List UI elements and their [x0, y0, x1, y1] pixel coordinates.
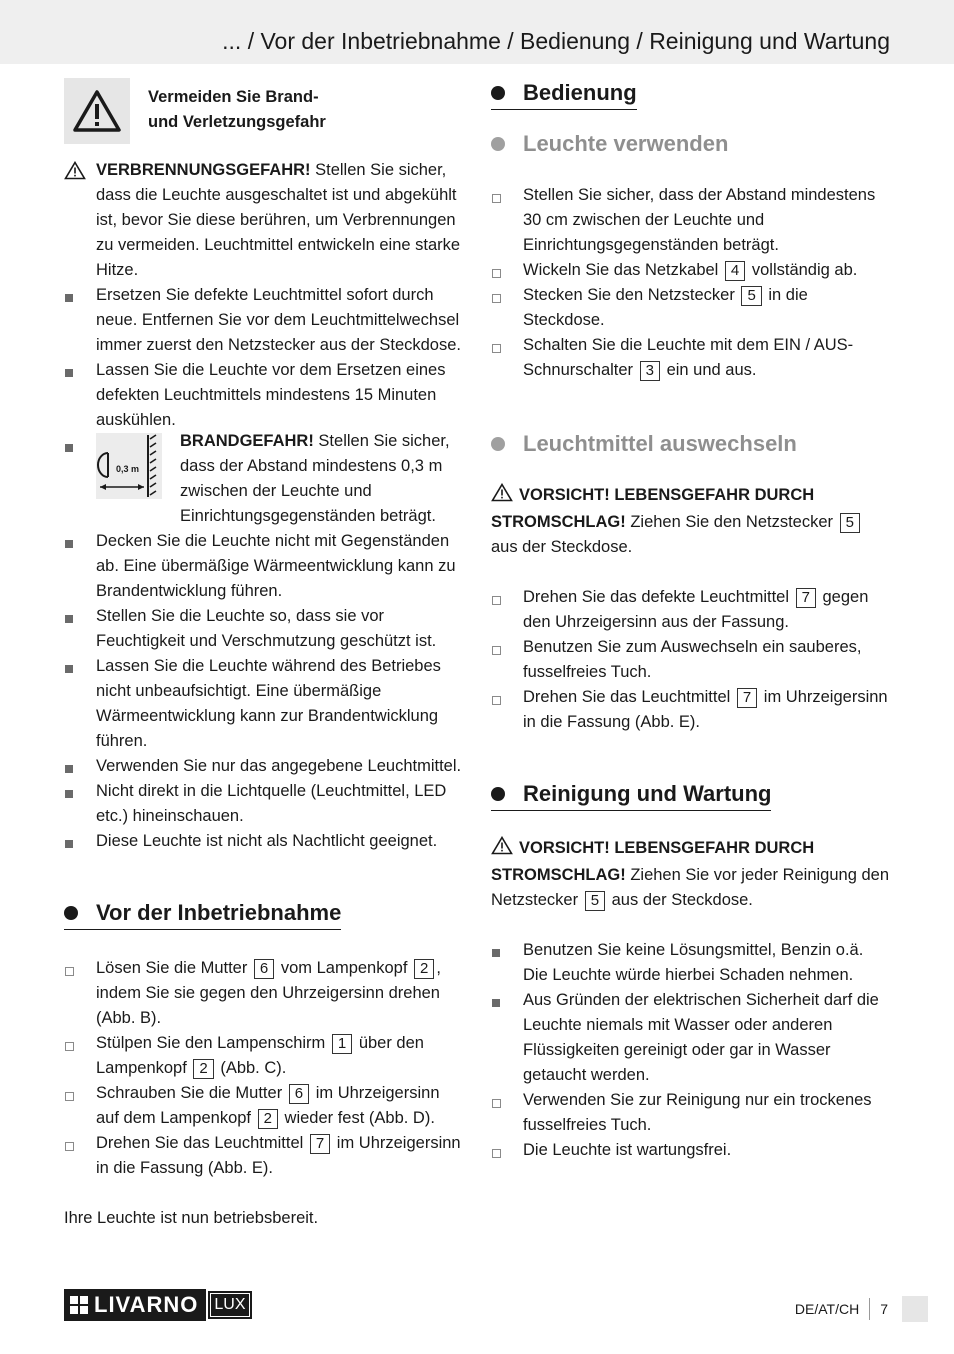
step-item — [64, 1131, 464, 1181]
checkbox-bullet-icon — [65, 967, 74, 976]
burn-warning — [64, 158, 464, 283]
list-item — [64, 283, 464, 358]
step-item — [64, 956, 464, 1031]
warning-text: aus der Steckdose. — [491, 538, 633, 556]
list-item — [64, 829, 464, 854]
left-column — [64, 78, 464, 1231]
step-text: im Uhrzeigersinn in die Fassung (Abb. E). — [96, 1134, 461, 1177]
step-item — [491, 585, 891, 635]
page-title: ... / Vor der Inbetriebnahme / Bedienung / Reinigung und Wartung — [222, 28, 890, 54]
part-number: 4 — [725, 261, 745, 281]
part-number: 3 — [640, 361, 660, 381]
part-number: 7 — [796, 588, 816, 608]
checkbox-bullet-icon — [65, 1042, 74, 1051]
locale-label: DE/AT/CH — [794, 1301, 860, 1317]
step-text: Drehen Sie das Leuchtmittel — [96, 1134, 308, 1152]
checkbox-bullet-icon — [492, 596, 501, 605]
part-number: 2 — [414, 959, 434, 979]
distance-label: 0,3 m — [116, 464, 140, 474]
square-bullet-icon — [65, 615, 73, 623]
step-text: in die Steckdose. — [523, 286, 808, 329]
checkbox-bullet-icon — [492, 194, 501, 203]
section-heading-text: Reinigung und Wartung — [523, 781, 772, 806]
step-text: über den Lampenkopf — [96, 1034, 424, 1077]
step-text: wieder fest (Abb. D). — [279, 1109, 435, 1127]
part-number: 5 — [840, 513, 860, 533]
warning-text: Ziehen Sie den Netzstecker — [625, 513, 838, 531]
step-text: ein und aus. — [661, 361, 757, 379]
warning-text: Ziehen Sie vor jeder Reinigung den Netzstecker — [491, 866, 890, 909]
step-item — [491, 1088, 891, 1138]
step-item — [491, 685, 891, 735]
checkbox-bullet-icon — [492, 294, 501, 303]
square-bullet-icon — [65, 665, 73, 673]
list-item — [64, 779, 464, 829]
list-item-text: Diese Leuchte ist nicht als Nachtlicht geeignet. — [96, 832, 438, 850]
step-text: vom Lampenkopf — [276, 959, 413, 977]
checkbox-bullet-icon — [492, 1099, 501, 1108]
list-item — [64, 604, 464, 654]
section-heading-text: Vor der Inbetriebnahme — [96, 900, 342, 925]
step-text: Schalten Sie die Leuchte mit dem EIN / AUS-Schnurschalter — [523, 336, 854, 379]
small-warning-icon — [491, 836, 513, 863]
section-heading — [491, 781, 771, 811]
part-number: 6 — [289, 1084, 309, 1104]
square-bullet-icon — [492, 949, 500, 957]
checkbox-bullet-icon — [65, 1142, 74, 1151]
list-item-text: Verwenden Sie nur das angegebene Leuchtmittel. — [96, 757, 462, 775]
list-item — [64, 529, 464, 604]
brand-logo — [64, 1289, 252, 1321]
section-heading — [491, 80, 637, 110]
small-warning-icon — [64, 161, 86, 188]
warning-title-line-1: Vermeiden Sie Brand- — [148, 88, 319, 106]
brand-logo-main — [64, 1289, 206, 1321]
part-number: 5 — [585, 891, 605, 911]
list-item-text: Lassen Sie die Leuchte während des Betriebes nicht unbeaufsichtigt. Eine übermäßige Wärmeentwicklung kann zur Brandentwicklung führen. — [96, 657, 441, 750]
burn-text: Stellen Sie sicher, dass die Leuchte ausgeschaltet ist und abgekühlt ist, bevor Sie diese berühren, um Verbrennungen zu vermeiden. Leuchtmittel entwickeln eine starke Hitze. — [96, 161, 461, 279]
heading-bullet-icon — [491, 86, 505, 100]
checkbox-bullet-icon — [492, 646, 501, 655]
warning-title-line-2: und Verletzungsgefahr — [148, 113, 326, 131]
list-item-text: Aus Gründen der elektrischen Sicherheit darf die Leuchte niemals mit Wasser oder anderen Flüssigkeiten gereinigt oder gar in Wasser getaucht werden. — [523, 991, 879, 1084]
ready-text: Ihre Leuchte ist nun betriebsbereit. — [64, 1209, 319, 1227]
checkbox-bullet-icon — [492, 696, 501, 705]
list-item-text: Ersetzen Sie defekte Leuchtmittel sofort durch neue. Entfernen Sie vor dem Leuchtmittelwechsel immer zuerst den Netzstecker aus der Steckdose. — [96, 286, 461, 354]
page-marker — [902, 1296, 928, 1322]
subsection-heading-text: Leuchtmittel auswechseln — [523, 431, 797, 456]
brand-squares-icon — [70, 1296, 88, 1314]
step-item — [64, 1031, 464, 1081]
step-text: Benutzen Sie zum Auswechseln ein sauberes, fusselfreies Tuch. — [523, 638, 862, 681]
step-text: Stecken Sie den Netzstecker — [523, 286, 740, 304]
list-item — [64, 754, 464, 779]
square-bullet-icon — [65, 840, 73, 848]
part-number: 7 — [737, 688, 757, 708]
subsection-heading — [491, 431, 891, 457]
footer-divider — [869, 1298, 870, 1320]
step-item — [491, 1138, 891, 1163]
warning-box — [64, 78, 464, 144]
heading-bullet-icon — [64, 906, 78, 920]
subsection-heading — [491, 131, 891, 157]
distance-icon — [96, 433, 162, 499]
list-item — [491, 988, 891, 1088]
part-number: 6 — [254, 959, 274, 979]
square-bullet-icon — [65, 765, 73, 773]
step-text: Drehen Sie das Leuchtmittel — [523, 688, 735, 706]
step-text: gegen den Uhrzeigersinn aus der Fassung. — [523, 588, 869, 631]
page-footer — [795, 1296, 928, 1322]
square-bullet-icon — [65, 540, 73, 548]
part-number: 7 — [310, 1134, 330, 1154]
section-heading — [64, 900, 341, 930]
step-item — [491, 258, 891, 283]
warning-label: VORSICHT! LEBENSGEFAHR DURCH STROMSCHLAG! — [491, 486, 815, 531]
step-text: Verwenden Sie zur Reinigung nur ein trockenes fusselfreies Tuch. — [523, 1091, 872, 1134]
list-item-text: Nicht direkt in die Lichtquelle (Leuchtmittel, LED etc.) hineinschauen. — [96, 782, 447, 825]
square-bullet-icon — [65, 444, 73, 452]
fire-label: BRANDGEFAHR! — [180, 432, 314, 450]
step-text: (Abb. C). — [215, 1059, 287, 1077]
list-item-text: Benutzen Sie keine Lösungsmittel, Benzin o.ä. Die Leuchte würde hierbei Schaden nehmen. — [523, 941, 864, 984]
step-text: , indem Sie sie gegen den Uhrzeigersinn drehen (Abb. B). — [96, 959, 441, 1027]
step-item — [491, 635, 891, 685]
step-text: Wickeln Sie das Netzkabel — [523, 261, 723, 279]
list-item — [491, 938, 891, 988]
subsection-heading-text: Leuchte verwenden — [523, 131, 729, 156]
page-number: 7 — [880, 1301, 888, 1317]
list-item — [64, 654, 464, 754]
step-item — [491, 333, 891, 383]
step-text: im Uhrzeigersinn in die Fassung (Abb. E). — [523, 688, 888, 731]
list-item-text: Decken Sie die Leuchte nicht mit Gegenständen ab. Eine übermäßige Wärmeentwicklung kann zu Brandentwicklung führen. — [96, 532, 456, 600]
brand-name: LIVARNO — [94, 1292, 199, 1317]
small-warning-icon — [491, 483, 513, 510]
checkbox-bullet-icon — [492, 1149, 501, 1158]
checkbox-bullet-icon — [65, 1092, 74, 1101]
list-item-text: Stellen Sie die Leuchte so, dass sie vor Feuchtigkeit und Verschmutzung geschützt ist. — [96, 607, 437, 650]
step-text: vollständig ab. — [747, 261, 858, 279]
checkbox-bullet-icon — [492, 344, 501, 353]
warning-text: aus der Steckdose. — [607, 891, 753, 909]
warning-label: VORSICHT! LEBENSGEFAHR DURCH STROMSCHLAG! — [491, 839, 815, 884]
square-bullet-icon — [65, 790, 73, 798]
step-item — [64, 1081, 464, 1131]
part-number: 1 — [332, 1034, 352, 1054]
heading-bullet-icon — [491, 787, 505, 801]
heading-bullet-icon — [491, 437, 505, 451]
brand-sub: LUX — [208, 1291, 251, 1319]
electric-warning — [491, 836, 891, 913]
step-text: Lösen Sie die Mutter — [96, 959, 252, 977]
square-bullet-icon — [492, 999, 500, 1007]
part-number: 2 — [258, 1109, 278, 1129]
step-item — [491, 183, 891, 258]
checkbox-bullet-icon — [492, 269, 501, 278]
square-bullet-icon — [65, 369, 73, 377]
section-heading-text: Bedienung — [523, 80, 637, 105]
electric-warning — [491, 483, 891, 560]
header-bar — [0, 0, 954, 64]
list-item — [64, 358, 464, 433]
square-bullet-icon — [65, 294, 73, 302]
step-item — [491, 283, 891, 333]
part-number: 2 — [193, 1059, 213, 1079]
step-text: Schrauben Sie die Mutter — [96, 1084, 287, 1102]
list-item-text: Lassen Sie die Leuchte vor dem Ersetzen eines defekten Leuchtmittels mindestens 15 Minuten auskühlen. — [96, 361, 446, 429]
right-column — [491, 78, 891, 1163]
warning-title — [148, 85, 326, 135]
fire-warning — [64, 433, 464, 529]
step-text: Drehen Sie das defekte Leuchtmittel — [523, 588, 794, 606]
step-text: Die Leuchte ist wartungsfrei. — [523, 1141, 732, 1159]
part-number: 5 — [741, 286, 761, 306]
step-text: im Uhrzeigersinn auf dem Lampenkopf — [96, 1084, 440, 1127]
warning-triangle-icon — [64, 78, 130, 144]
heading-bullet-icon — [491, 137, 505, 151]
fire-text: Stellen Sie sicher, dass der Abstand mindestens 0,3 m zwischen der Leuchte und Einrichtungsgegenständen beträgt. — [180, 432, 450, 525]
step-text: Stellen Sie sicher, dass der Abstand mindestens 30 cm zwischen der Leuchte und Einrichtungsgegenständen beträgt. — [523, 186, 876, 254]
step-text: Stülpen Sie den Lampenschirm — [96, 1034, 330, 1052]
burn-label: VERBRENNUNGSGEFAHR! — [96, 161, 311, 179]
